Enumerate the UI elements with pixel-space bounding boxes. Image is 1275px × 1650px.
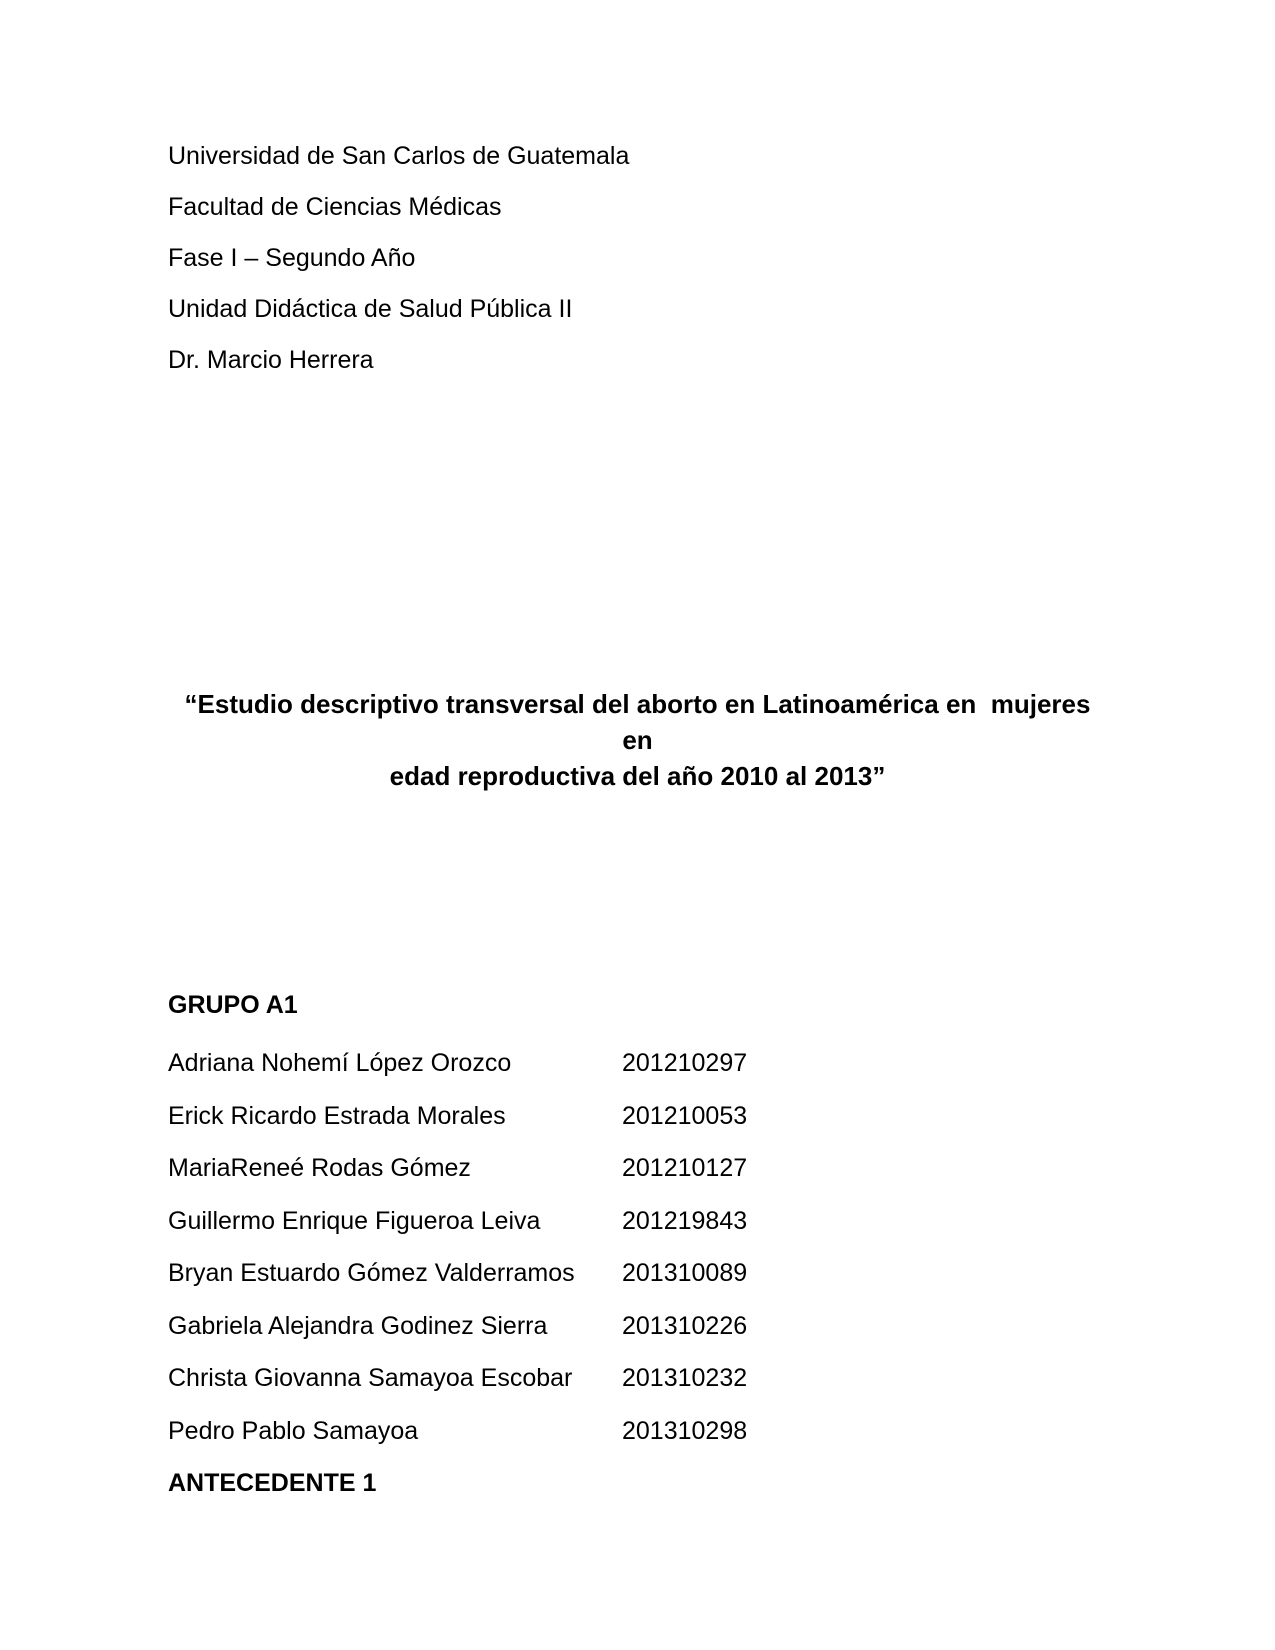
title-line-1: “Estudio descriptivo transversal del aborto en Latinoamérica en mujeres en bbox=[184, 689, 1098, 755]
header-line-university: Universidad de San Carlos de Guatemala bbox=[168, 142, 630, 170]
member-carnet: 201310298 bbox=[622, 1416, 748, 1445]
member-carnet: 201219843 bbox=[622, 1206, 748, 1235]
member-row bbox=[168, 1155, 1165, 1181]
member-name: Pedro Pablo Samayoa bbox=[168, 1416, 419, 1445]
member-row bbox=[168, 1260, 1165, 1286]
member-name: Bryan Estuardo Gómez Valderramos bbox=[168, 1259, 575, 1287]
member-name: Adriana Nohemí López Orozco bbox=[168, 1049, 512, 1077]
member-carnet: 201310226 bbox=[622, 1311, 748, 1340]
member-name: Erick Ricardo Estrada Morales bbox=[168, 1101, 506, 1130]
member-row bbox=[168, 1050, 1165, 1076]
group-heading: GRUPO A1 bbox=[168, 991, 298, 1019]
member-row bbox=[168, 1313, 1165, 1339]
member-carnet: 201310232 bbox=[622, 1364, 748, 1392]
document-header bbox=[168, 143, 1107, 398]
member-row bbox=[168, 1103, 1165, 1129]
group-block bbox=[168, 992, 1165, 1496]
header-line-phase: Fase I – Segundo Año bbox=[168, 244, 416, 272]
title-line-2: edad reproductiva del año 2010 al 2013” bbox=[389, 761, 886, 791]
header-line-unit: Unidad Didáctica de Salud Pública II bbox=[168, 295, 573, 323]
member-row bbox=[168, 1418, 1165, 1444]
header-line-doctor: Dr. Marcio Herrera bbox=[168, 346, 374, 374]
member-carnet: 201210127 bbox=[622, 1154, 748, 1182]
member-name: Gabriela Alejandra Godinez Sierra bbox=[168, 1311, 548, 1340]
member-name: Christa Giovanna Samayoa Escobar bbox=[168, 1364, 573, 1392]
member-carnet: 201310089 bbox=[622, 1259, 748, 1287]
member-name: Guillermo Enrique Figueroa Leiva bbox=[168, 1206, 541, 1235]
member-carnet: 201210053 bbox=[622, 1101, 748, 1130]
header-line-faculty: Facultad de Ciencias Médicas bbox=[168, 193, 502, 221]
member-row bbox=[168, 1208, 1165, 1234]
member-carnet: 201210297 bbox=[622, 1049, 748, 1077]
section-heading-antecedente: ANTECEDENTE 1 bbox=[168, 1469, 377, 1497]
member-name: MariaReneé Rodas Gómez bbox=[168, 1154, 471, 1182]
document-title bbox=[168, 686, 1107, 794]
member-row bbox=[168, 1365, 1165, 1391]
